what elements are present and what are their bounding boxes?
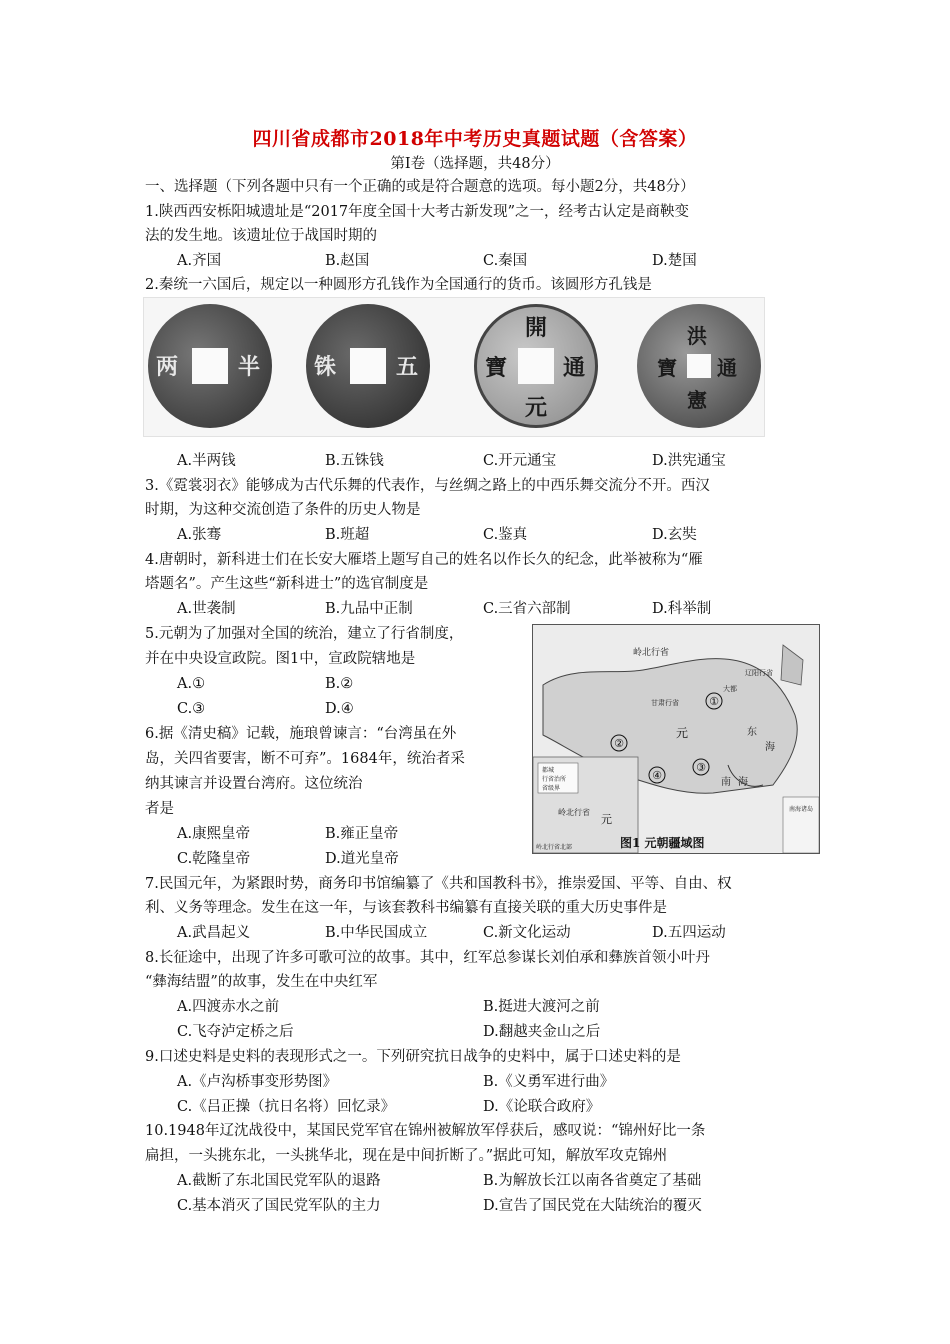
coin-image-panel [143, 297, 765, 437]
option-a: A.《卢沟桥事变形势图》 [177, 1074, 338, 1090]
instructions: 一、选择题（下列各题中只有一个正确的或是符合题意的选项。每小题2分，共48分） [145, 179, 695, 195]
option-d: D.道光皇帝 [325, 851, 399, 867]
coin-wuzhu: 铢 五 [306, 304, 430, 428]
option-a: A.① [177, 676, 206, 692]
map-graphic [533, 625, 819, 853]
coin-kaiyuan: 開 通 元 寶 [474, 304, 598, 428]
option-d: D.《论联合政府》 [483, 1099, 601, 1115]
option-a: A.张骞 [177, 527, 222, 543]
option-a: A.四渡赤水之前 [177, 999, 280, 1015]
question-stem: 9.口述史料是史料的表现形式之一。下列研究抗日战争的史料中，属于口述史料的是 [145, 1049, 681, 1065]
question-stem: 塔题名”。产生这些“新科进士”的选官制度是 [145, 576, 429, 592]
option-c: C.秦国 [483, 253, 528, 269]
region-marker-3: ③ [696, 761, 706, 774]
option-b: B.② [325, 676, 354, 692]
question-stem: “彝海结盟”的故事，发生在中央红军 [145, 974, 378, 990]
option-b: B.赵国 [325, 253, 370, 269]
option-b: B.班超 [325, 527, 370, 543]
coin-banliang: 两 半 [148, 304, 272, 428]
coin-hongxian: 洪 通 憲 寶 [637, 304, 761, 428]
region-marker-1: ① [709, 695, 719, 708]
option-c: C.乾隆皇帝 [177, 851, 251, 867]
option-c: C.飞夺泸定桥之后 [177, 1024, 294, 1040]
option-a: A.齐国 [177, 253, 222, 269]
yuan-dynasty-map [532, 624, 820, 854]
question-stem: 2.秦统一六国后，规定以一种圆形方孔钱作为全国通行的货币。该圆形方孔钱是 [145, 277, 652, 293]
option-a: A.半两钱 [177, 453, 236, 469]
map-label: 东 [747, 727, 757, 738]
option-c: C.鉴真 [483, 527, 528, 543]
option-c: C.三省六部制 [483, 601, 571, 617]
option-d: D.洪宪通宝 [652, 453, 726, 469]
region-marker-2: ② [614, 737, 624, 750]
option-d: D.五四运动 [652, 925, 726, 941]
map-label: 南海诸岛 [789, 806, 814, 813]
question-stem: 1.陕西西安栎阳城遗址是“2017年度全国十大考古新发现”之一，经考古认定是商鞅变 [145, 204, 690, 220]
option-b: B.为解放长江以南各省奠定了基础 [483, 1173, 702, 1189]
option-a: A.武昌起义 [177, 925, 251, 941]
map-label: 元 [601, 813, 612, 826]
question-stem: 法的发生地。该遗址位于战国时期的 [145, 228, 377, 244]
question-stem: 7.民国元年，为紧跟时势，商务印书馆编纂了《共和国教科书》，推崇爱国、平等、自由、权 [145, 876, 732, 892]
map-label: 岭北行省北部 [536, 844, 573, 851]
region-marker-4: ④ [652, 769, 662, 782]
option-a: A.世袭制 [177, 601, 236, 617]
option-d: D.宣告了国民党在大陆统治的覆灭 [483, 1198, 702, 1214]
question-stem: 利、义务等理念。发生在这一年，与该套教科书编纂有直接关联的重大历史事件是 [145, 900, 667, 916]
question-stem: 者是 [145, 801, 174, 817]
option-d: D.楚国 [652, 253, 697, 269]
option-c: C.《吕正操（抗日名将）回忆录》 [177, 1099, 396, 1115]
question-stem: 4.唐朝时，新科进士们在长安大雁塔上题写自己的姓名以作长久的纪念，此举被称为“雁 [145, 552, 703, 568]
question-stem: 5.元朝为了加强对全国的统治，建立了行省制度， [145, 626, 464, 642]
option-d: D.科举制 [652, 601, 712, 617]
map-label: 海 [738, 777, 748, 788]
option-c: C.基本消灭了国民党军队的主力 [177, 1198, 381, 1214]
map-label: 南 [721, 777, 731, 788]
question-stem: 3.《霓裳羽衣》能够成为古代乐舞的代表作，与丝绸之路上的中西乐舞交流分不开。西汉 [145, 478, 710, 494]
option-b: B.中华民国成立 [325, 925, 428, 941]
option-d: D.翻越夹金山之后 [483, 1024, 601, 1040]
option-b: B.五铢钱 [325, 453, 384, 469]
option-b: B.雍正皇帝 [325, 826, 399, 842]
question-stem: 10.1948年辽沈战役中，某国民党军官在锦州被解放军俘获后，感叹说：“锦州好比一条 [145, 1123, 706, 1139]
option-a: A.截断了东北国民党军队的退路 [177, 1173, 381, 1189]
question-stem: 8.长征途中，出现了许多可歌可泣的故事。其中，红军总参谋长刘伯承和彝族首领小叶丹 [145, 950, 710, 966]
map-label: 甘肃行省 [651, 699, 679, 707]
question-stem: 并在中央设宣政院。图1中，宣政院辖地是 [145, 651, 416, 667]
map-label: 海 [765, 742, 775, 753]
map-legend-item: 行省治所 [542, 776, 567, 783]
option-d: D.玄奘 [652, 527, 697, 543]
map-legend-item: 省级界 [542, 785, 561, 792]
page-title: 四川省成都市2018年中考历史真题试题（含答案） [252, 128, 698, 150]
map-label: 辽阳行省 [745, 669, 773, 677]
option-c: C.新文化运动 [483, 925, 571, 941]
option-c: C.③ [177, 701, 206, 717]
section-subtitle: 第Ⅰ卷（选择题，共48分） [390, 156, 560, 172]
map-label: 岭北行省 [558, 808, 590, 817]
question-stem: 纳其谏言并设置台湾府。这位统治 [145, 776, 363, 792]
map-label: 大都 [723, 685, 737, 693]
map-label: 元 [676, 726, 689, 740]
question-stem: 岛，关四省要害，断不可弃”。1684年，统治者采 [145, 751, 465, 767]
option-a: A.康熙皇帝 [177, 826, 251, 842]
question-stem: 扁担，一头挑东北，一头挑华北，现在是中间折断了。”据此可知，解放军攻克锦州 [145, 1148, 668, 1164]
option-b: B.《义勇军进行曲》 [483, 1074, 615, 1090]
option-b: B.挺进大渡河之前 [483, 999, 600, 1015]
question-stem: 时期，为这种交流创造了条件的历史人物是 [145, 502, 421, 518]
option-d: D.④ [325, 701, 354, 717]
map-label: 岭北行省 [633, 648, 670, 658]
map-caption: 图1 元朝疆域图 [620, 836, 705, 850]
option-c: C.开元通宝 [483, 453, 557, 469]
question-stem: 6.据《清史稿》记载，施琅曾谏言：“台湾虽在外 [145, 726, 457, 742]
map-legend-item: 都城 [542, 767, 555, 774]
option-b: B.九品中正制 [325, 601, 413, 617]
